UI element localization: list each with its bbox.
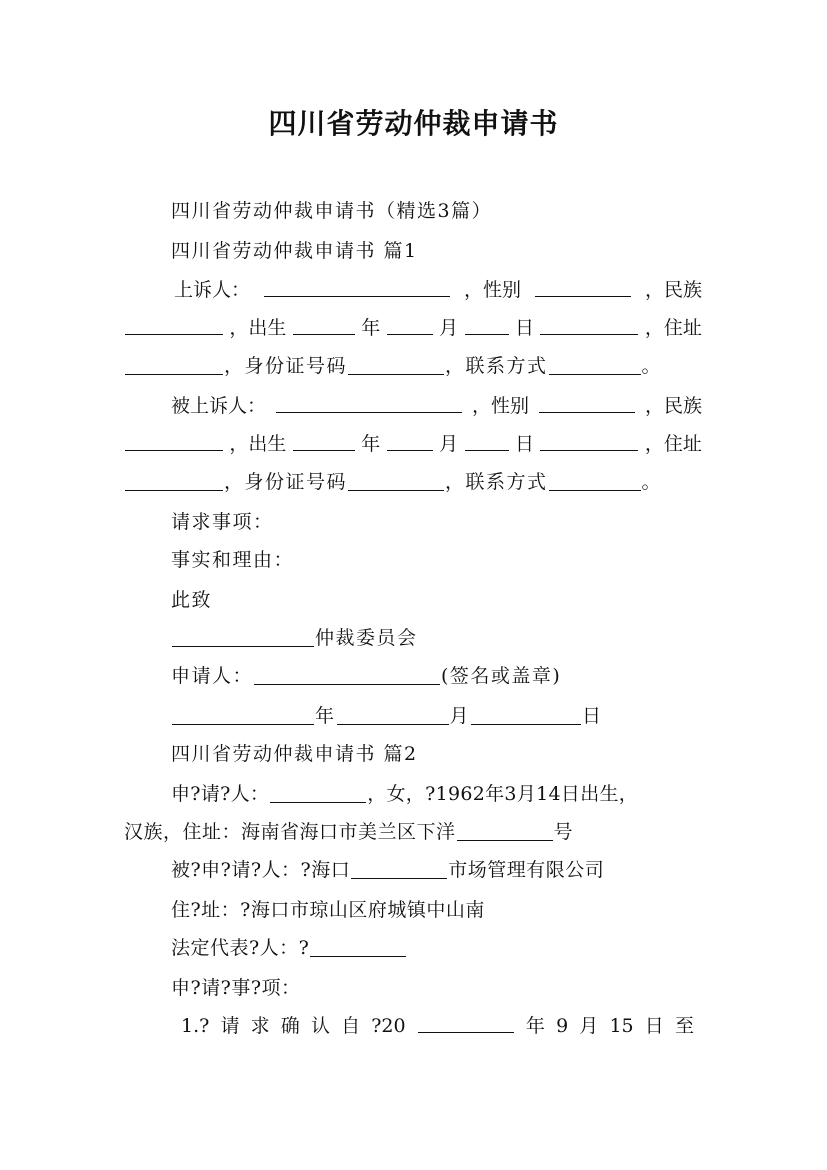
appellee-line-3: [124, 470, 662, 494]
section2-applicant-info: ，女，?1962年3月14日出生，: [367, 783, 639, 805]
section2-applicant-blank: [270, 784, 366, 803]
applicant-sign-line: [171, 664, 561, 688]
section2-respondent-blank: [351, 860, 447, 879]
appellant-id-label: ，身份证号码: [224, 355, 348, 377]
section2-applicant-line: [171, 782, 638, 806]
appellee-contact-blank: [549, 472, 641, 491]
appellee-name-blank: [276, 394, 462, 413]
appellee-address-label: ，住址: [644, 433, 702, 455]
section2-item1-line: [181, 1014, 694, 1038]
appellee-day-after-blank: [540, 432, 638, 451]
date-month-label: 月: [449, 705, 471, 727]
appellant-contact-label: ，联系方式: [445, 355, 548, 377]
sign-note: (签名或盖章): [441, 665, 562, 687]
appellee-line-2: [124, 432, 702, 456]
date-year-label: 年: [315, 705, 336, 727]
date-line: [171, 704, 603, 728]
appellant-day-blank: [465, 316, 509, 335]
section2-legal-rep-label: 法定代表?人：?: [171, 937, 310, 959]
section2-address-line: [124, 820, 573, 844]
section2-ethnic-address: 汉族，住址：海南省海口市美兰区下洋: [124, 821, 456, 843]
appellee-day-blank: [465, 432, 509, 451]
appellee-month-label: 月: [439, 433, 459, 455]
appellee-year-label: 年: [361, 433, 381, 455]
appellant-day-after-blank: [540, 316, 638, 335]
appellee-label: 被上诉人：: [171, 395, 267, 417]
item1-part: 确: [280, 1015, 300, 1037]
section2-respondent-label: 被?申?请?人：?海口: [171, 859, 351, 881]
section2-applicant-label: 申?请?人：: [171, 783, 270, 805]
appellant-address-blank: [125, 356, 223, 375]
document-title: 四川省劳动仲裁申请书: [268, 107, 559, 140]
date-month-blank: [337, 706, 449, 725]
item1-part: 15: [609, 1015, 634, 1037]
item1-year-blank: [418, 1014, 514, 1033]
item1-part: 1.?: [181, 1015, 210, 1037]
appellee-end: 。: [641, 471, 663, 493]
appellant-day-label: 日: [515, 317, 535, 339]
committee-blank: [172, 628, 314, 647]
section2-house-blank: [457, 822, 553, 841]
appellant-month-blank: [387, 316, 433, 335]
appellant-contact-blank: [549, 356, 641, 375]
item1-part: ?20: [371, 1015, 406, 1037]
item1-part: 至: [674, 1015, 694, 1037]
section2-house-no: 号: [553, 821, 574, 843]
item1-part: 月: [579, 1015, 599, 1037]
appellee-address-blank: [125, 472, 223, 491]
appellee-line-1: [171, 394, 702, 418]
date-day-blank: [471, 706, 581, 725]
section2-legal-rep-line: [171, 936, 407, 960]
appellant-year-blank: [293, 316, 355, 335]
item1-part: 9: [556, 1015, 569, 1037]
committee-label: 仲裁委员会: [315, 627, 418, 649]
appellee-gender-blank: [539, 394, 635, 413]
appellee-month-blank: [387, 432, 433, 451]
item1-part: 日: [644, 1015, 664, 1037]
appellee-id-label: ，身份证号码: [224, 471, 348, 493]
section2-respondent-company: 市场管理有限公司: [448, 859, 605, 881]
appellant-ethnicity-label: ，民族: [644, 279, 702, 301]
appellant-id-blank: [348, 356, 444, 375]
appellee-ethnicity-blank: [125, 432, 223, 451]
appellant-year-label: 年: [361, 317, 381, 339]
facts-label: 事实和理由：: [171, 549, 295, 571]
section2-legal-rep-blank: [310, 938, 406, 957]
applicant-sign-blank: [254, 666, 440, 685]
section2-items-label: 申?请?事?项：: [171, 977, 301, 999]
salutation: 此致: [171, 589, 213, 611]
appellee-year-blank: [293, 432, 355, 451]
appellant-ethnicity-blank: [125, 316, 223, 335]
appellant-line-1: [174, 278, 702, 302]
requests-label: 请求事项：: [171, 511, 274, 533]
item1-part: 自: [341, 1015, 361, 1037]
appellee-birth-label: ，出生: [229, 433, 287, 455]
committee-line: [171, 626, 418, 650]
section2-address: 住?址：?海口市琼山区府城镇中山南: [171, 899, 485, 921]
applicant-label: 申请人：: [171, 665, 254, 687]
intro-line: 四川省劳动仲裁申请书（精选3篇）: [171, 200, 493, 222]
item1-part: 请: [220, 1015, 240, 1037]
appellee-ethnicity-label: ，民族: [644, 395, 702, 417]
section2-respondent-line: [171, 858, 604, 882]
date-year-blank: [172, 706, 314, 725]
section2-heading: 四川省劳动仲裁申请书 篇2: [171, 743, 418, 765]
appellant-name-blank: [264, 278, 450, 297]
appellant-gender-blank: [535, 278, 631, 297]
item1-part: 求: [250, 1015, 270, 1037]
appellant-line-2: [124, 316, 702, 340]
appellant-line-3: [124, 354, 662, 378]
date-day-label: 日: [582, 705, 603, 727]
item1-part: 年: [525, 1015, 545, 1037]
appellant-month-label: 月: [439, 317, 459, 339]
appellant-label: 上诉人：: [174, 279, 251, 301]
appellee-contact-label: ，联系方式: [445, 471, 548, 493]
appellee-day-label: 日: [515, 433, 535, 455]
item1-part: 认: [310, 1015, 330, 1037]
appellant-gender-label: ，性别: [463, 279, 521, 301]
appellant-address-label: ，住址: [644, 317, 702, 339]
appellee-id-blank: [348, 472, 444, 491]
appellee-gender-label: ，性别: [471, 395, 529, 417]
appellant-end: 。: [641, 355, 663, 377]
appellant-birth-label: ，出生: [229, 317, 287, 339]
section1-heading: 四川省劳动仲裁申请书 篇1: [171, 240, 418, 262]
